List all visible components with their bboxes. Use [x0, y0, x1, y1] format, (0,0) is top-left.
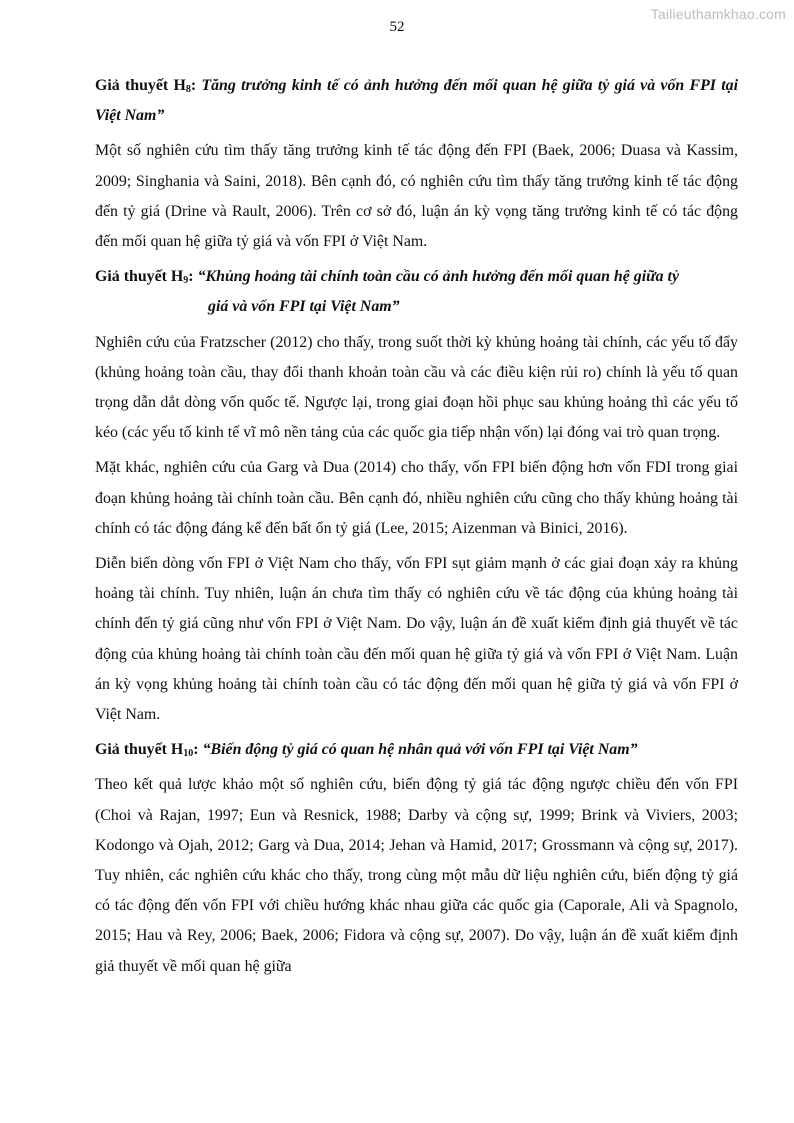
hypothesis-colon: :	[193, 741, 199, 759]
paragraph-5: Theo kết quả lược khảo một số nghiên cứu, biến động tỷ giá tác động ngược chiều đến vốn FPI (Choi và Rajan, 1997; Eun và Resnick, 1988; Darby và cộng sự, 1999; Brink và Viviers, 2003; Kodongo và Ojah, 2012; Garg và Dua, 2014; Jehan và Hamid, 2017; Grossmann và cộng sự, 2017). Tuy nhiên, các nghiên cứu khác cho thấy, trong cùng một mẫu dữ liệu nghiên cứu, biến động tỷ giá có tác động đến vốn FPI với chiều hướng khác nhau giữa các quốc gia (Caporale, Ali và Spagnolo, 2015; Hau và Rey, 2006; Baek, 2006; Fidora và cộng sự, 2007). Do vậy, luận án đề xuất kiểm định giả thuyết về mối quan hệ giữa	[95, 776, 738, 975]
hypothesis-statement: Tăng trưởng kinh tế có ảnh hưởng đến mối quan hệ giữa tỷ giá và vốn FPI tại Việt Nam”	[95, 77, 738, 125]
hypothesis-subscript: 10	[183, 748, 194, 760]
hypothesis-label: Giả thuyết H	[95, 268, 184, 286]
hypothesis-colon: :	[190, 77, 197, 94]
hypothesis-statement-line1: “Khủng hoảng tài chính toàn cầu có ảnh hưởng đến mối quan hệ giữa tỷ	[193, 268, 680, 286]
hypothesis-h9	[95, 262, 738, 322]
hypothesis-subscript: 9	[183, 275, 189, 287]
hypothesis-statement-line2: giá và vốn FPI tại Việt Nam”	[208, 298, 400, 316]
paragraph-1: Một số nghiên cứu tìm thấy tăng trưởng kinh tế tác động đến FPI (Baek, 2006; Duasa và Kassim, 2009; Singhania và Saini, 2018). Bên cạnh đó, có nghiên cứu tìm thấy tăng trưởng kinh tế tác động đến tỷ giá (Drine và Rault, 2006). Trên cơ sở đó, luận án kỳ vọng tăng trưởng kinh tế có tác động đến mối quan hệ giữa tỷ giá và vốn FPI ở Việt Nam.	[95, 142, 738, 251]
hypothesis-label: Giả thuyết H	[95, 741, 184, 759]
hypothesis-h8	[95, 71, 738, 131]
hypothesis-statement: “Biến động tỷ giá có quan hệ nhân quả với vốn FPI tại Việt Nam”	[198, 741, 638, 759]
page-number: 52	[389, 19, 405, 35]
paragraph-4: Diễn biến dòng vốn FPI ở Việt Nam cho thấy, vốn FPI sụt giảm mạnh ở các giai đoạn xảy ra khủng hoảng tài chính. Tuy nhiên, luận án chưa tìm thấy có nghiên cứu về tác động của khủng hoảng tài chính đến tỷ giá cũng như vốn FPI ở Việt Nam. Do vậy, luận án đề xuất kiểm định giả thuyết về tác động của khủng hoảng tài chính toàn cầu đến mối quan hệ giữa tỷ giá và vốn FPI ở Việt Nam. Luận án kỳ vọng khủng hoảng tài chính toàn cầu có tác động đến mối quan hệ giữa tỷ giá và vốn FPI ở Việt Nam.	[95, 555, 738, 724]
hypothesis-colon: :	[188, 268, 194, 286]
watermark: Tailieuthamkhao.com	[650, 6, 786, 22]
hypothesis-label: Giả thuyết H	[95, 77, 186, 94]
page-body	[95, 71, 738, 982]
hypothesis-h10	[95, 735, 738, 765]
hypothesis-subscript: 8	[185, 84, 191, 95]
paragraph-3: Mặt khác, nghiên cứu của Garg và Dua (2014) cho thấy, vốn FPI biến động hơn vốn FDI trong giai đoạn khủng hoảng tài chính toàn cầu. Bên cạnh đó, nhiều nghiên cứu cũng cho thấy khủng hoảng tài chính có tác động đáng kể đến bất ổn tỷ giá (Lee, 2015; Aizenman và Binici, 2016).	[95, 459, 738, 537]
paragraph-2: Nghiên cứu của Fratzscher (2012) cho thấy, trong suốt thời kỳ khủng hoảng tài chính, các yếu tố đẩy (khủng hoảng toàn cầu, thay đổi thanh khoản toàn cầu và các điều kiện rủi ro) chính là yếu tố quan trọng dẫn dắt dòng vốn quốc tế. Ngược lại, trong giai đoạn hồi phục sau khủng hoảng thì các yếu tố kéo (các yếu tố kinh tế vĩ mô nền tảng của các quốc gia tiếp nhận vốn) lại đóng vai trò quan trọng.	[95, 333, 738, 442]
